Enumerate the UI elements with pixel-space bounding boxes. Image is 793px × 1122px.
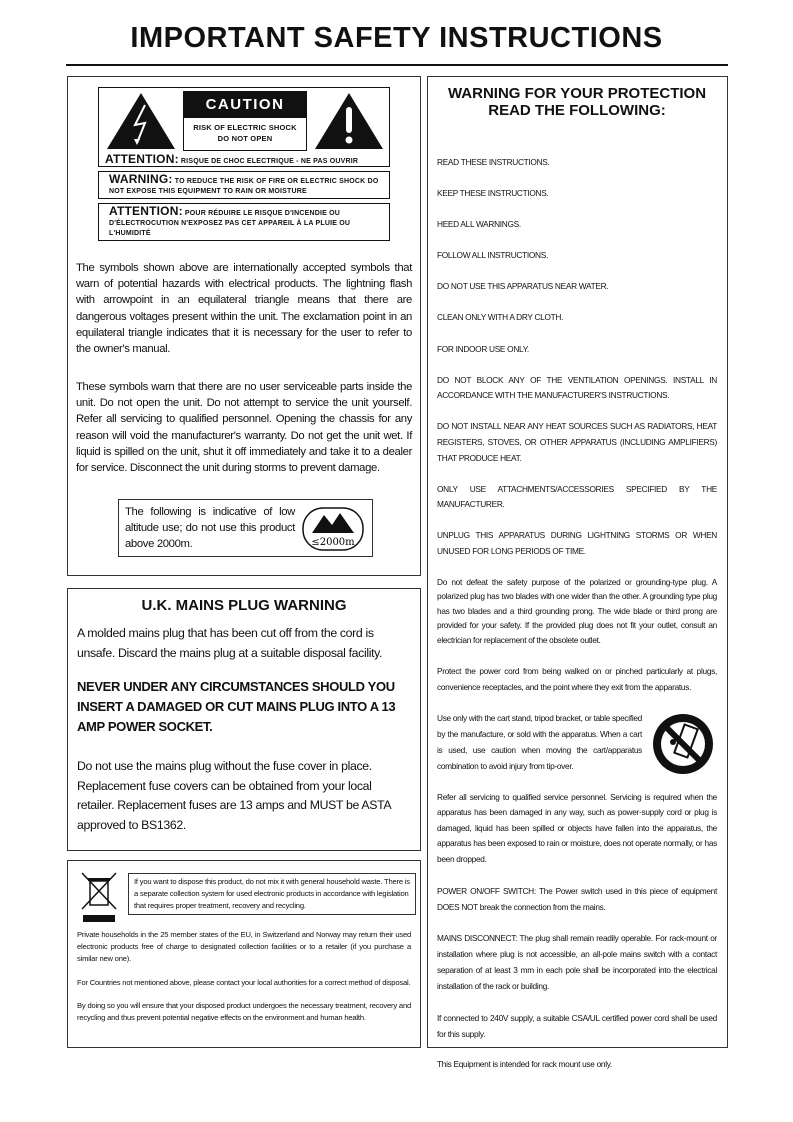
attention-panel: ATTENTION: POUR RÉDUIRE LE RISQUE D'INCENDIE OU D'ÉLECTROCUTION N'EXPOSEZ PAS CET APPAREIL À LA PLUIE OU L'HUMIDITÉ [98, 203, 390, 241]
altitude-note: The following is indicative of low altitude use; do not use this product above 2000m. ≤2000m [118, 499, 373, 557]
altitude-icon [302, 507, 364, 551]
exclamation-triangle-icon [313, 91, 385, 151]
protection-title: WARNING FOR YOUR PROTECTION READ THE FOLLOWING: [447, 85, 707, 119]
crossed-bin-icon [80, 871, 120, 923]
caution-section [67, 76, 421, 576]
warning-panel: WARNING: TO REDUCE THE RISK OF FIRE OR ELECTRIC SHOCK DO NOT EXPOSE THIS EQUIPMENT TO RAIN OR MOISTURE [98, 171, 390, 199]
service-paragraph: These symbols warn that there are no user serviceable parts inside the unit. Do not open the unit. Do not attempt to service the unit yourself. Refer all servicing to qualified personnel. Opening the chassis for any reason will void the manufacturer's warranty. Do not get the unit wet. If liquid is spilled on the unit, shut it off immediately and take it to a dealer for service. Disconnect the unit during storms to prevent damage. [76, 381, 412, 475]
caution-label [98, 87, 390, 241]
weee-disposal-section: If you want to dispose this product, do not mix it with general household waste. There is a separate collection system for used electronic products in accordance with legislation that requires proper treatment, recovery and recycling. Private households in the 25 member states of the EU, in Switzerland and Norway may return their used electronic products free of charge to designated collection facilities or to a retailer (if you purchase a similar new one). For Countries not mentioned above, please contact your local authorities for a correct method of disposal. By doing so you will ensure that your disposed product undergoes the necessary treatment, recovery and recycling and thus prevent potential negative effects on the environment and human health. [67, 860, 421, 1048]
uk-title: U.K. MAINS PLUG WARNING [141, 597, 347, 614]
symbols-paragraph: The symbols shown above are internationally accepted symbols that warn of potential hazards with electrical products. The lightning flash with arrowpoint in an equilateral triangle means that there are dangerous voltages present within the unit. The exclamation point in an equilateral triangle indicates that it is necessary for the user to refer to the owner's manual. [76, 262, 412, 356]
page-title: IMPORTANT SAFETY INSTRUCTIONS [130, 22, 663, 54]
caution-panel: CAUTION RISK OF ELECTRIC SHOCK DO NOT OPEN ATTENTION: RISQUE DE CHOC ELECTRIQUE - NE PAS OUVRIR [98, 87, 390, 167]
cart-warning: Use only with the cart stand, tripod bracket, or table specified by the manufacture, or sold with the apparatus. When a cart is used, use caution when moving the cart/apparatus combination to avoid injury from tip-over. [437, 710, 717, 774]
caution-head: CAUTION RISK OF ELECTRIC SHOCK DO NOT OPEN [183, 91, 307, 151]
svg-text:≤2000m: ≤2000m [311, 537, 355, 548]
lightning-triangle-icon [105, 91, 177, 151]
uk-mains-plug-section: U.K. MAINS PLUG WARNING A molded mains plug that has been cut off from the cord is unsafe. Discard the mains plug at a suitable disposal facility. NEVER UNDER ANY CIRCUMSTANCES SHOULD YOU INSERT A DAMAGED OR CUT MAINS PLUG INTO A 13 AMP POWER SOCKET. Do not use the mains plug without the fuse cover in place. Replacement fuse covers can be obtained from your local retailer. Replacement fuses are 13 amps and MUST be ASTA approved to BS1362. [67, 588, 421, 851]
protection-warning-section: WARNING FOR YOUR PROTECTION READ THE FOLLOWING: READ THESE INSTRUCTIONS. KEEP THESE INSTRUCTIONS. HEED ALL WARNINGS. FOLLOW ALL INSTRUCTIONS. DO NOT USE THIS APPARATUS NEAR WATER. CLEAN ONLY WITH A DRY CLOTH. FOR INDOOR USE ONLY. DO NOT BLOCK ANY OF THE VENTILATION OPENINGS. INSTALL IN ACCORDANCE WITH THE MANUFACTURER'S INSTRUCTIONS. DO NOT INSTALL NEAR ANY HEAT SOURCES SUCH AS RADIATORS, HEAT REGISTERS, STOVES, OR OTHER APPARATUS (INCLUDING AMPLIFIERS) THAT PRODUCE HEAT. ONLY USE ATTACHMENTS/ACCESSORIES SPECIFIED BY THE MANUFACTURER. UNPLUG THIS APPARATUS DURING LIGHTNING STORMS OR WHEN UNUSED FOR LONG PERIODS OF TIME. Do not defeat the safety purpose of the polarized or grounding-type plug. A polarized plug has two blades with one wider than the other. A grounding type plug has two blades and a third grounding prong. The wide blade or third prong are provided for your safety. If the provided plug does not fit your outlet, consult an electrician for replacement of the obsolete outlet. Protect the power cord from being walked on or pinched particularly at plugs, convenience receptacles, and the point where they exit from the apparatus. Use only with the cart stand, tripod bracket, or table specified by the manufacture, or sold with the apparatus. When a cart is used, use caution when moving the cart/apparatus combination to avoid injury from tip-over. Refer all servicing to qualified service personnel. Servicing is required when the apparatus has been damaged in any way, such as power-supply cord or plug is damaged, liquid has been spilled or objects have fallen into the apparatus, the apparatus has been exposed to rain or moisture, does not operate normally, or has been dropped. POWER ON/OFF SWITCH: The Power switch used in this piece of equipment DOES NOT break the connection from the mains. MAINS DISCONNECT: The plug shall remain readily operable. For rack-mount or installation where plug is not accessible, an all-pole mains switch with a contact separation of at least 3 mm in each pole shall be incorporated into the electrical installation of the rack or building. If connected to 240V supply, a suitable CSA/UL certified power cord shall be used for this supply. This Equipment is intended for rack mount use only. [427, 76, 728, 1048]
cart-tipover-icon [651, 712, 715, 776]
title-rule [66, 64, 728, 66]
